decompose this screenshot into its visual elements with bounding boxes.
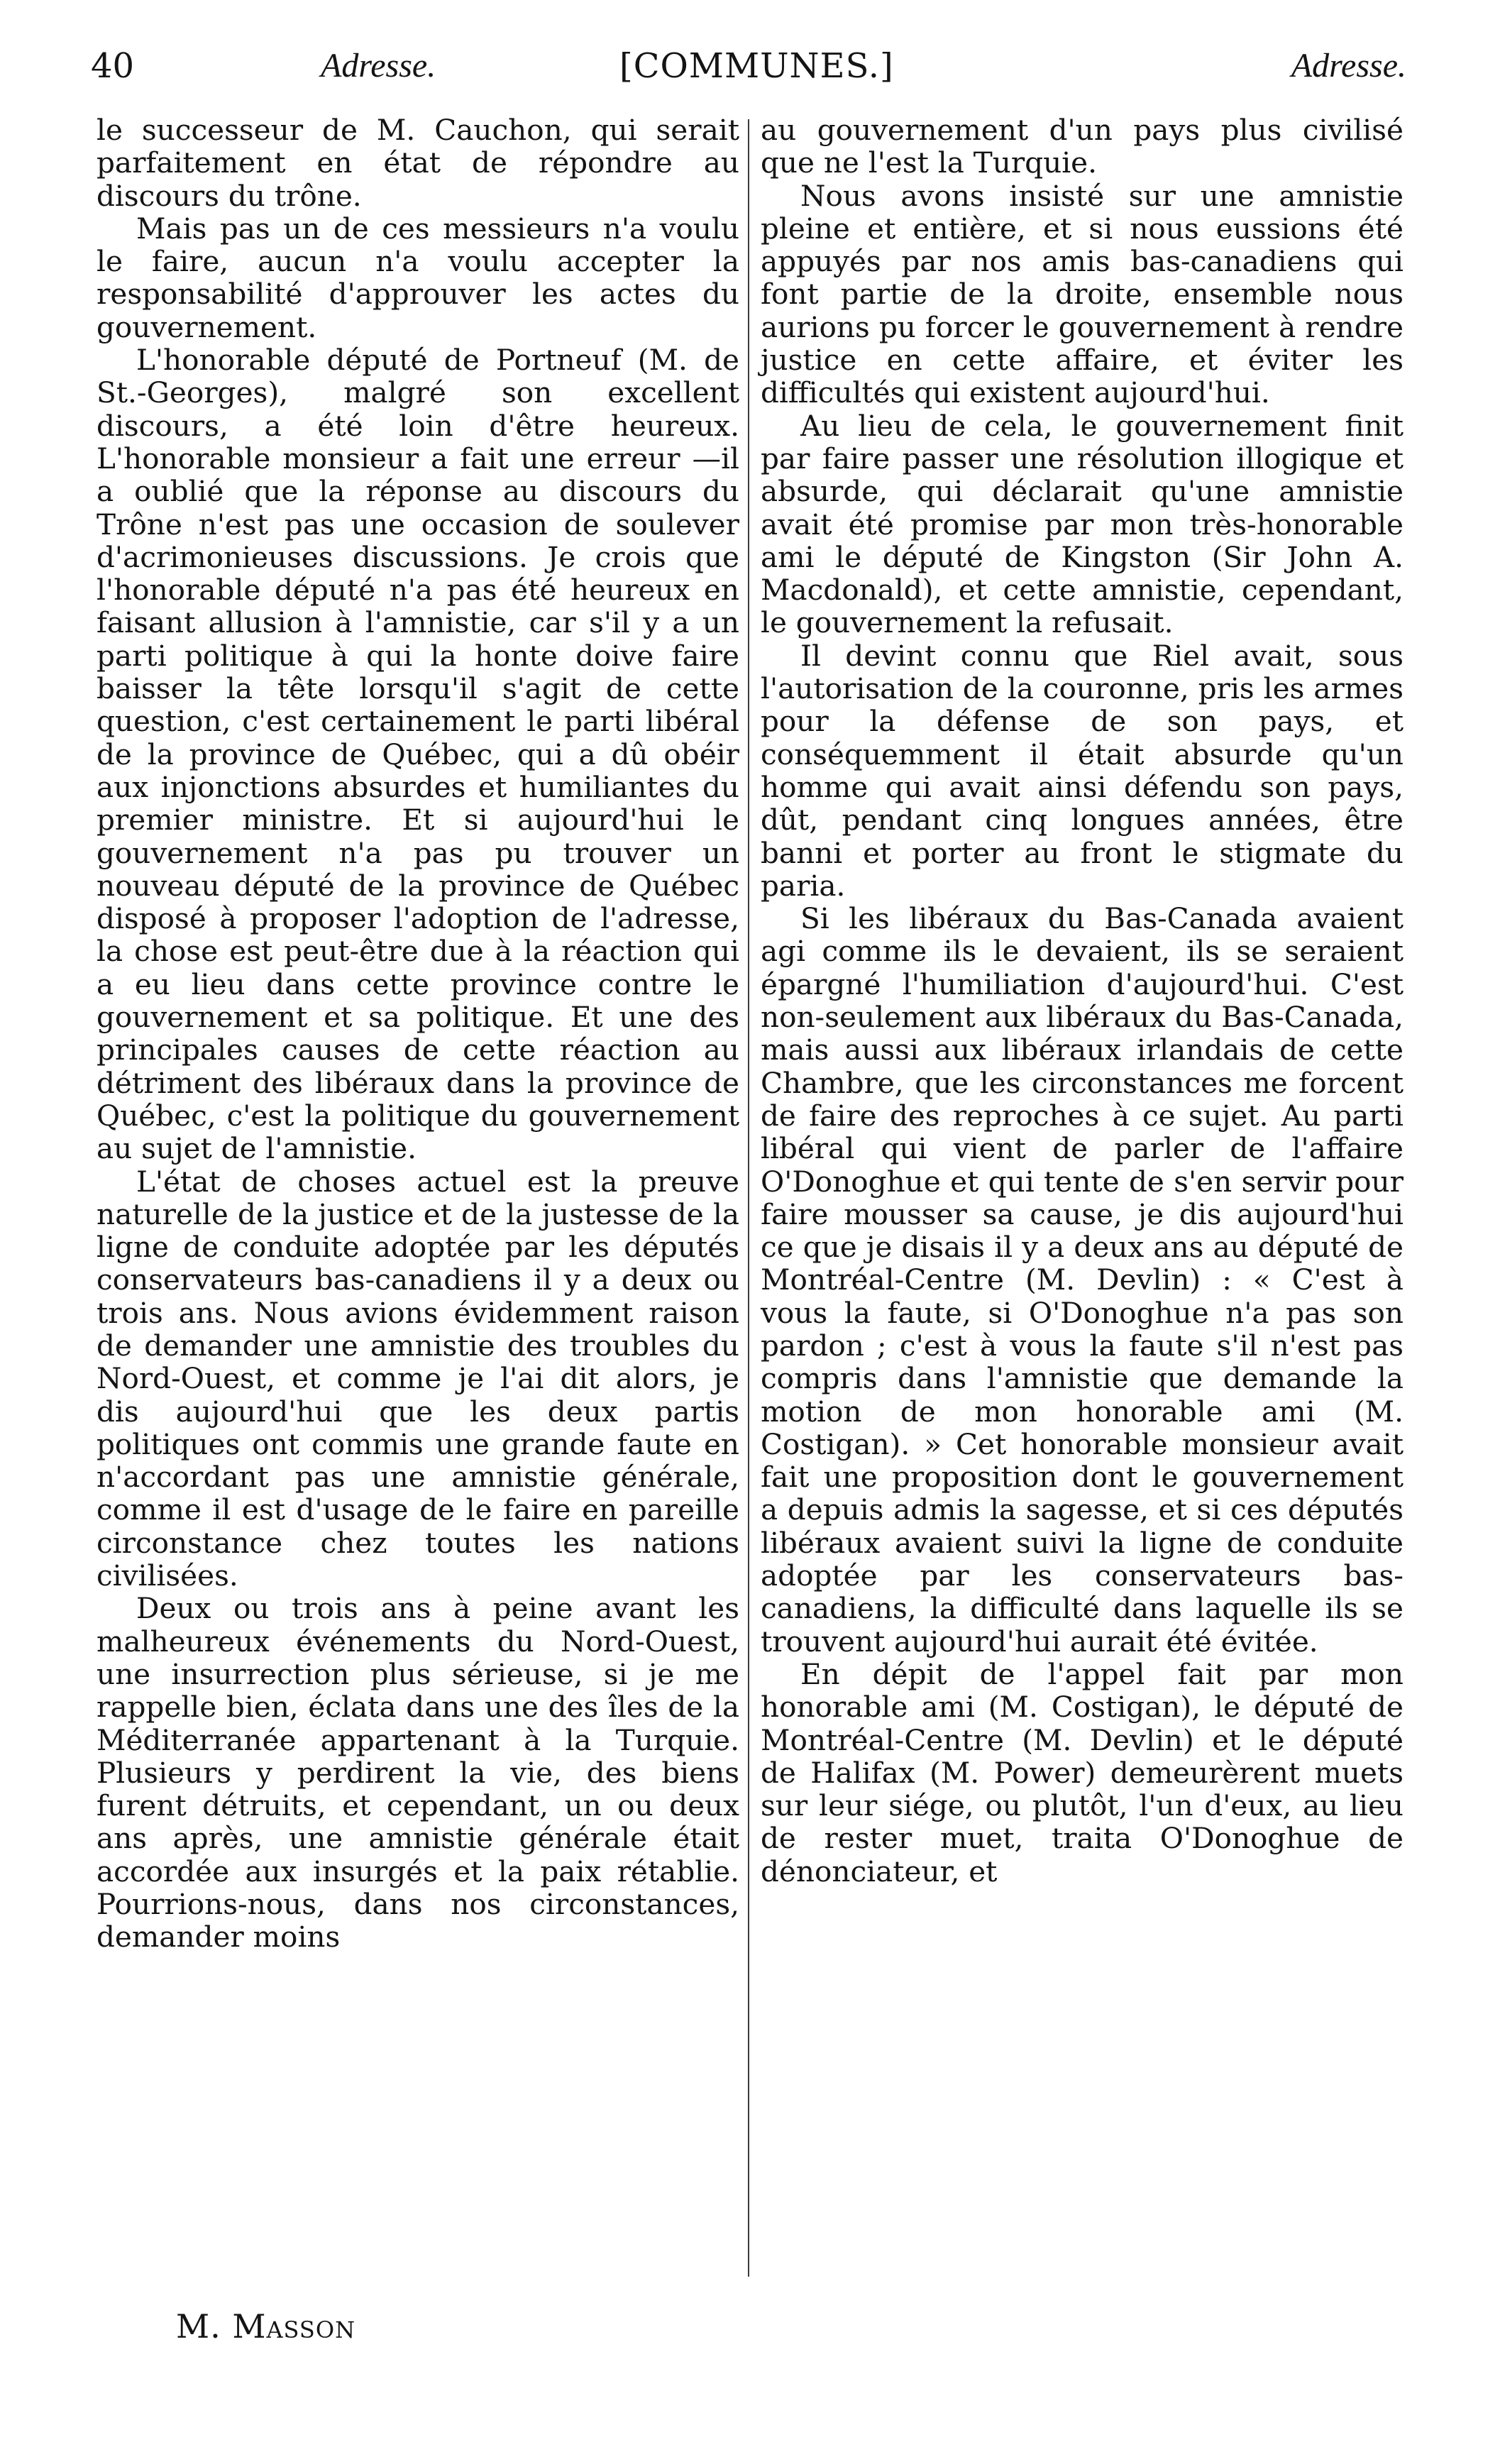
paragraph: En dépit de l'appel fait par mon honorable ami (M. Costigan), le député de Montréal-Centre (M. Devlin) et le député de Halifax (M. Power) demeurèrent muets sur leur siége, ou plutôt, l'un d'eux, au lieu de rester muet, traita O'Donoghue de dénonciateur, et xyxy=(761,1656,1404,1888)
speaker-name: M. Masson xyxy=(176,2307,356,2345)
running-title-left: Adresse. xyxy=(321,47,436,84)
paragraph: Mais pas un de ces messieurs n'a voulu le faire, aucun n'a voulu accepter la responsabilité d'approuver les actes du gouvernement. xyxy=(96,211,739,344)
right-column xyxy=(761,114,1404,1888)
paragraph: Deux ou trois ans à peine avant les malheureux événements du Nord-Ouest, une insurrection plus sérieuse, si je me rappelle bien, éclata dans une des îles de la Méditerranée appartenant à la Turquie. Plusieurs y perdirent la vie, des biens furent détruits, et cependant, un ou deux ans après, une amnistie générale était accordée aux insurgés et la paix rétablie. Pourrions-nous, dans nos circonstances, demander moins xyxy=(96,1591,739,1954)
column-divider xyxy=(748,119,749,2277)
paragraph: Nous avons insisté sur une amnistie pleine et entière, et si nous eussions été appuyés par nos amis bas-canadiens qui font partie de la droite, ensemble nous aurions pu forcer le gouvernement à rendre justice en cette affaire, et éviter les difficultés qui existent aujourd'hui. xyxy=(761,178,1404,410)
left-column xyxy=(96,114,739,1954)
paragraph: L'état de choses actuel est la preuve naturelle de la justice et de la justesse de la ligne de conduite adoptée par les députés conservateurs bas-canadiens il y a deux ou trois ans. Nous avions évidemment raison de demander une amnistie des troubles du Nord-Ouest, et comme je l'ai dit alors, je dis aujourd'hui que les deux partis politiques ont commis une grande faute en n'accordant pas une amnistie générale, comme il est d'usage de le faire en pareille circonstance chez toutes les nations civilisées. xyxy=(96,1164,739,1593)
paragraph: le successeur de M. Cauchon, qui serait parfaitement en état de répondre au discours du trône. xyxy=(96,113,739,213)
paragraph: Il devint connu que Riel avait, sous l'autorisation de la couronne, pris les armes pour la défense de son pays, et conséquemment il était absurde qu'un homme qui avait ainsi défendu son pays, dût, pendant cinq longues années, être banni et porter au front le stigmate du paria. xyxy=(761,638,1404,903)
paragraph: au gouvernement d'un pays plus civilisé que ne l'est la Turquie. xyxy=(761,113,1404,180)
section-title: [COMMUNES.] xyxy=(619,46,894,86)
page-header xyxy=(91,41,1412,91)
page-number: 40 xyxy=(91,46,135,86)
paragraph: Au lieu de cela, le gouvernement finit par faire passer une résolution illogique et absurde, qui déclarait qu'une amnistie avait été promise par mon très-honorable ami le député de Kingston (Sir John A. Macdonald), et cette amnistie, cependant, le gouvernement la refusait. xyxy=(761,408,1404,640)
running-title-right: Adresse. xyxy=(1291,47,1406,84)
paragraph: Si les libéraux du Bas-Canada avaient agi comme ils le devaient, ils se seraient épargné l'humiliation d'aujourd'hui. C'est non-seulement aux libéraux du Bas-Canada, mais aussi aux libéraux irlandais de cette Chambre, que les circonstances me forcent de faire des reproches à ce sujet. Au parti libéral qui vient de parler de l'affaire O'Donoghue et qui tente de s'en servir pour faire mousser sa cause, je dis aujourd'hui ce que je disais il y a deux ans au député de Montréal-Centre (M. Devlin) : « C'est à vous la faute, si O'Donoghue n'a pas son pardon ; c'est à vous la faute s'il n'est pas compris dans l'amnistie que demande la motion de mon honorable ami (M. Costigan). » Cet honorable monsieur avait fait une proposition dont le gouvernement a depuis admis la sagesse, et si ces députés libéraux avaient suivi la ligne de conduite adoptée par les conservateurs bas-canadiens, la difficulté dans laquelle ils se trouvent aujourd'hui aurait été évitée. xyxy=(761,901,1404,1659)
paragraph: L'honorable député de Portneuf (M. de St.-Georges), malgré son excellent discours, a été loin d'être heureux. L'honorable monsieur a fait une erreur —il a oublié que la réponse au discours du Trône n'est pas une occasion de soulever d'acrimonieuses discussions. Je crois que l'honorable député n'a pas été heureux en faisant allusion à l'amnistie, car s'il y a un parti politique à qui la honte doive faire baisser la tête lorsqu'il s'agit de cette question, c'est certainement le parti libéral de la province de Québec, qui a dû obéir aux injonctions absurdes et humiliantes du premier ministre. Et si aujourd'hui le gouvernement n'a pas pu trouver un nouveau député de la province de Québec disposé à proposer l'adoption de l'adresse, la chose est peut-être due à la réaction qui a eu lieu dans cette province contre le gouvernement et sa politique. Et une des principales causes de cette réaction au détriment des libéraux dans la province de Québec, c'est la politique du gouvernement au sujet de l'amnistie. xyxy=(96,343,739,1166)
